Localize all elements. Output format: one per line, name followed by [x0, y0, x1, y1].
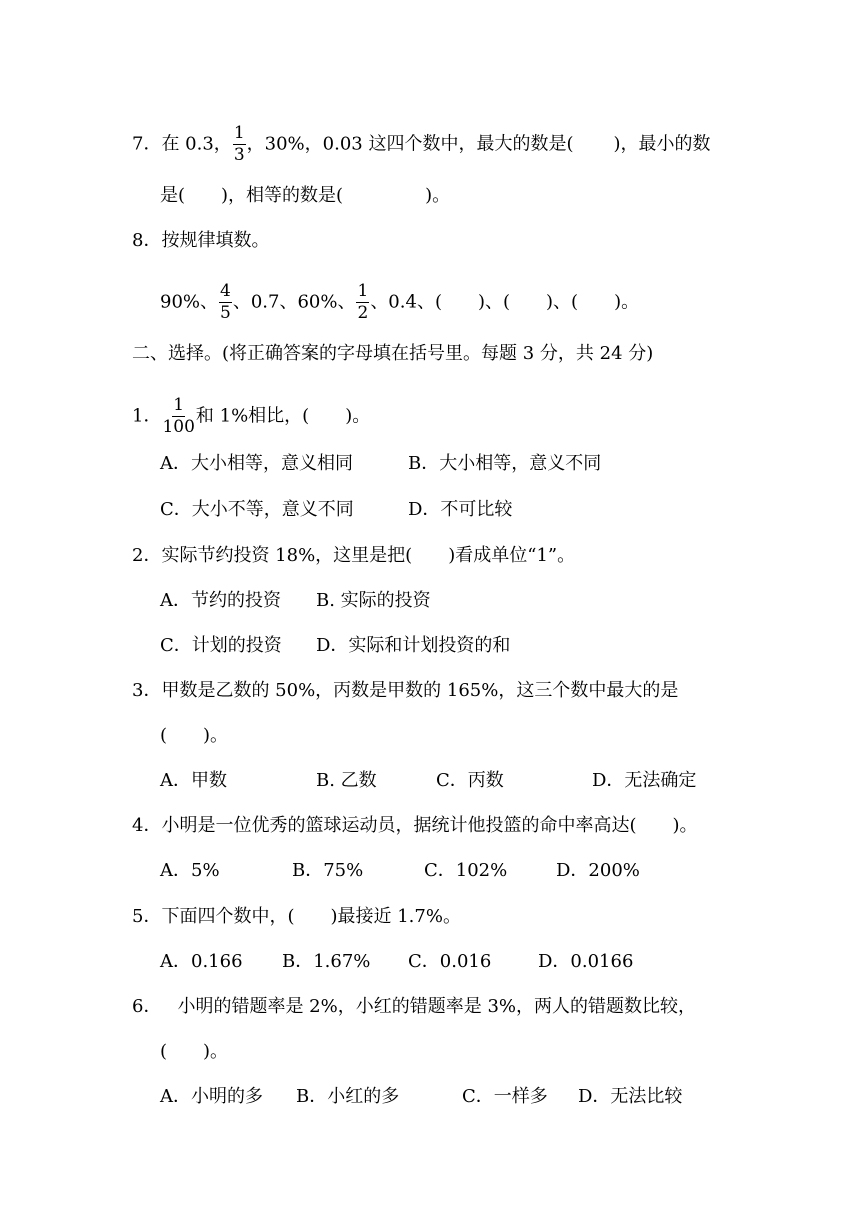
question-text: (	[160, 725, 168, 746]
question-8-sequence	[160, 283, 639, 322]
choice-5-question	[132, 905, 461, 929]
question-number: 1．	[132, 405, 162, 427]
question-text: 小明的错题率是 2%，小红的错题率是 3%，两人的错题数比较，	[177, 996, 697, 1017]
choice-4-option-a[interactable]: A．5%	[160, 860, 220, 881]
question-number: 4．	[132, 815, 162, 836]
sequence-text: 、0.7、60%、	[232, 291, 356, 313]
sequence-text: 、0.4、(	[370, 291, 442, 313]
question-text: 下面四个数中，(	[161, 906, 295, 927]
question-text: 实际节约投资 18%，这里是把(	[161, 545, 413, 566]
choice-6-option-c[interactable]: C．一样多	[462, 1086, 548, 1107]
choice-2-option-d[interactable]: D．实际和计划投资的和	[316, 635, 511, 656]
choice-3-question	[132, 679, 678, 703]
choice-4-option-c[interactable]: C．102%	[424, 860, 508, 881]
choice-6-option-d[interactable]: D．无法比较	[578, 1086, 683, 1107]
fraction-numerator: 1	[233, 123, 245, 143]
question-text: )，相等的数是(	[221, 185, 344, 206]
choice-3-option-d[interactable]: D．无法确定	[592, 770, 697, 791]
question-text: (	[160, 1041, 168, 1062]
question-number: 7．	[132, 133, 162, 155]
question-text: ，30%，0.03 这四个数中，最大的数是(	[246, 133, 574, 155]
fraction-one-third	[233, 125, 246, 164]
fraction-numerator: 1	[357, 281, 369, 301]
choice-5-option-b[interactable]: B．1.67%	[282, 951, 371, 972]
question-text: 是(	[160, 185, 186, 206]
choice-6-question	[132, 995, 696, 1019]
choice-6-question-line-2	[160, 1040, 228, 1064]
question-number: 5．	[132, 906, 162, 927]
question-text: 和 1%相比，(	[195, 405, 310, 427]
choice-5-option-c[interactable]: C．0.016	[408, 951, 492, 972]
question-number: 2．	[132, 545, 162, 566]
question-text: )，最小的数	[613, 133, 711, 155]
choice-6-option-a[interactable]: A．小明的多	[160, 1086, 263, 1107]
sequence-text: )、(	[546, 291, 579, 313]
choice-6-option-b[interactable]: B．小红的多	[296, 1086, 400, 1107]
choice-2-option-b[interactable]: B. 实际的投资	[316, 590, 431, 611]
question-text: 小明是一位优秀的篮球运动员，据统计他投篮的命中率高达(	[161, 815, 637, 836]
question-7-line-1	[132, 125, 711, 164]
choice-3-question-line-2	[160, 724, 228, 748]
choice-2-option-c[interactable]: C．计划的投资	[160, 635, 282, 656]
question-8-title	[132, 229, 269, 253]
question-text: )。	[425, 185, 451, 206]
choice-1-option-c[interactable]: C．大小不等，意义不同	[160, 499, 354, 520]
choice-2-option-a[interactable]: A．节约的投资	[160, 590, 281, 611]
choice-3-option-a[interactable]: A．甲数	[160, 770, 227, 791]
fraction-denominator: 3	[233, 145, 245, 165]
question-text: )最接近 1.7%。	[330, 906, 461, 927]
fraction-denominator: 5	[220, 303, 231, 323]
question-text: )看成单位“1”。	[448, 545, 576, 566]
fraction-one-half	[356, 283, 369, 322]
question-7-line-2	[160, 184, 450, 208]
choice-5-option-d[interactable]: D．0.0166	[538, 951, 634, 972]
choice-1-option-a[interactable]: A．大小相等，意义相同	[160, 453, 353, 474]
question-number: 3．	[132, 680, 162, 701]
choice-4-option-b[interactable]: B．75%	[292, 860, 364, 881]
fraction-denominator: 100	[162, 417, 195, 437]
fraction-numerator: 4	[220, 281, 231, 301]
sequence-text: 90%、	[160, 291, 219, 313]
fraction-denominator: 2	[357, 303, 369, 323]
question-text: )。	[672, 815, 698, 836]
question-number: 6．	[132, 996, 162, 1017]
question-text: )。	[345, 405, 371, 427]
choice-5-option-a[interactable]: A．0.166	[160, 951, 243, 972]
fraction-four-fifths	[219, 283, 232, 322]
question-text: 按规律填数。	[161, 230, 270, 251]
choice-4-option-d[interactable]: D．200%	[556, 860, 640, 881]
sequence-text: )。	[614, 291, 640, 313]
choice-3-option-b[interactable]: B. 乙数	[316, 770, 377, 791]
question-text: 在 0.3，	[161, 133, 232, 155]
fraction-numerator: 1	[173, 395, 185, 415]
choice-1-question	[132, 397, 370, 436]
question-text: )。	[203, 725, 229, 746]
sequence-text: )、(	[477, 291, 511, 313]
choice-3-option-c[interactable]: C．丙数	[436, 770, 504, 791]
question-number: 8．	[132, 230, 162, 251]
fraction-one-hundredth	[162, 397, 194, 436]
section-2-heading: 二、选择。(将正确答案的字母填在括号里。每题 3 分，共 24 分)	[132, 343, 654, 364]
question-text: )。	[203, 1041, 229, 1062]
question-text: 甲数是乙数的 50%，丙数是甲数的 165%，这三个数中最大的是	[161, 680, 679, 701]
choice-1-option-b[interactable]: B．大小相等，意义不同	[408, 453, 602, 474]
choice-4-question	[132, 814, 698, 838]
choice-1-option-d[interactable]: D．不可比较	[408, 499, 513, 520]
choice-2-question	[132, 544, 575, 568]
